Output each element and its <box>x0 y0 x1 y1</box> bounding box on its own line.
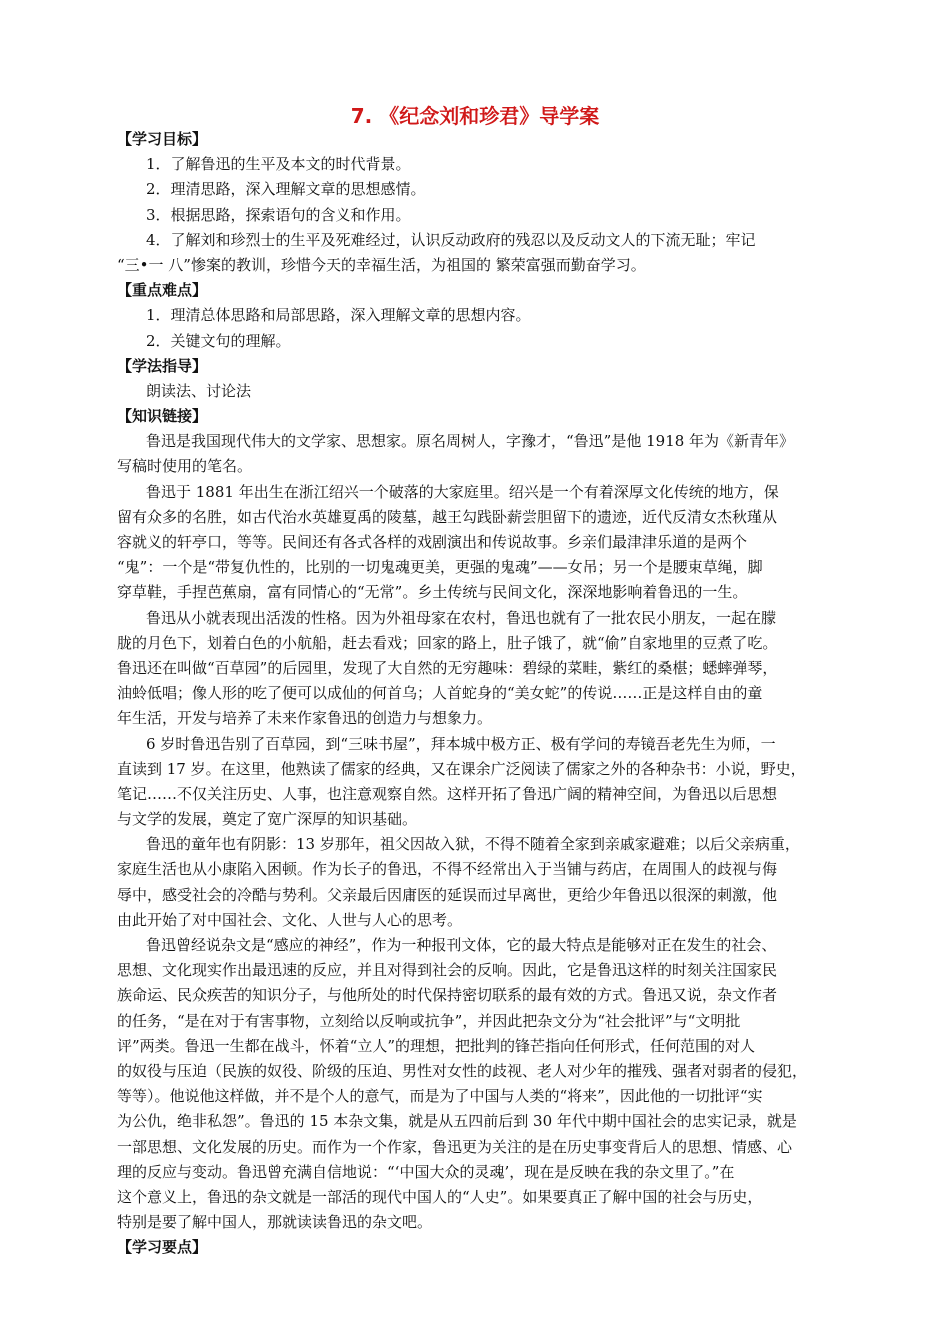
text-line: 6 岁时鲁迅告别了百草园，到“三味书屋”，拜本城中极方正、极有学问的寿镜吾老先生为师，一 <box>146 734 776 753</box>
text-line: 族命运、民众疾苦的知识分子，与他所处的时代保持密切联系的最有效的方式。鲁迅又说，杂文作者 <box>117 986 778 1005</box>
text-line: 的任务，“是在对于有害事物，立刻给以反响或抗争”，并因此把杂文分为“社会批评”与“文明批 <box>117 1011 741 1030</box>
document-title: 7. 《纪念刘和珍君》导学案 <box>350 104 600 128</box>
text-line: 为公仇，绝非私怨”。鲁迅的 15 本杂文集，就是从五四前后到 30 年代中期中国社会的忠实记录，就是 <box>117 1112 797 1131</box>
text-line: 家庭生活也从小康陷入困顿。作为长子的鲁迅，不得不经常出入于当铺与药店，在周围人的歧视与侮 <box>117 860 778 879</box>
text-line: 4．了解刘和珍烈士的生平及死难经过，认识反动政府的残忍以及反动文人的下流无耻；牢记 <box>146 230 756 249</box>
text-line: 一部思想、文化发展的历史。而作为一个作家，鲁迅更为关注的是在历史事变背后人的思想、情感、心 <box>117 1137 793 1156</box>
text-line: 鲁迅于 1881 年出生在浙江绍兴一个破落的大家庭里。绍兴是一个有着深厚文化传统的地方，保 <box>146 482 779 501</box>
text-line: 年生活，开发与培养了未来作家鲁迅的创造力与想象力。 <box>117 709 493 728</box>
text-line: 穿草鞋，手捏芭蕉扇，富有同情心的“无常”。乡土传统与民间文化，深深地影响着鲁迅的一生。 <box>117 583 748 602</box>
section-heading: 【重点难点】 <box>117 281 208 300</box>
text-line: 留有众多的名胜，如古代治水英雄夏禹的陵墓，越王勾践卧薪尝胆留下的遗迹，近代反清女杰秋瑾从 <box>117 507 778 526</box>
text-line: 3．根据思路，探索语句的含义和作用。 <box>146 205 411 224</box>
section-heading: 【学习要点】 <box>117 1238 208 1257</box>
section-heading: 【学习目标】 <box>117 130 208 148</box>
text-line: 容就义的轩亭口，等等。民间还有各式各样的戏剧演出和传说故事。乡亲们最津津乐道的是两个 <box>117 533 748 551</box>
text-line: 这个意义上，鲁迅的杂文就是一部活的现代中国人的“人史”。如果要真正了解中国的社会与历史， <box>117 1187 763 1206</box>
text-line: 特别是要了解中国人，那就读读鲁迅的杂文吧。 <box>117 1213 433 1232</box>
text-line: 1．了解鲁迅的生平及本文的时代背景。 <box>146 155 411 174</box>
text-line: 直读到 17 岁。在这里，他熟读了儒家的经典，又在课余广泛阅读了儒家之外的各种杂书：小说，野史， <box>117 759 806 778</box>
text-line: 写稿时使用的笔名。 <box>117 457 253 476</box>
text-line: 鲁迅还在叫做“百草园”的后园里，发现了大自然的无穷趣味：碧绿的菜畦，紫红的桑椹；蟋蟀弹琴， <box>117 658 778 677</box>
text-line: 2．关键文句的理解。 <box>146 331 291 350</box>
text-line: 鲁迅从小就表现出活泼的性格。因为外祖母家在农村，鲁迅也就有了一批农民小朋友，一起在朦 <box>146 608 777 627</box>
text-line: 1．理清总体思路和局部思路，深入理解文章的思想内容。 <box>146 306 531 325</box>
text-line: 朗读法、讨论法 <box>146 381 252 400</box>
text-line: 理的反应与变动。鲁迅曾充满自信地说：“‘中国大众的灵魂’，现在是反映在我的杂文里了。”在 <box>117 1162 735 1181</box>
text-line: 思想、文化现实作出最迅速的反应，并且对得到社会的反响。因此，它是鲁迅这样的时刻关注国家民 <box>117 961 778 980</box>
text-line: 评”两类。鲁迅一生都在战斗，怀着“立人”的理想，把批判的锋芒指向任何形式，任何范围的对人 <box>117 1036 756 1055</box>
text-line: 2．理清思路，深入理解文章的思想感情。 <box>146 180 426 199</box>
section-heading: 【学法指导】 <box>117 356 208 375</box>
text-line: 辱中，感受社会的冷酷与势利。父亲最后因庸医的延误而过早离世，更给少年鲁迅以很深的刺激，他 <box>117 885 778 904</box>
text-line: 由此开始了对中国社会、文化、人世与人心的思考。 <box>117 910 463 929</box>
text-line: “三•一 八”惨案的教训，珍惜今天的幸福生活，为祖国的 繁荣富强而勤奋学习。 <box>117 255 646 274</box>
document-body <box>117 127 835 1260</box>
text-line: 笔记……不仅关注历史、人事，也注意观察自然。这样开拓了鲁迅广阔的精神空间，为鲁迅以后思想 <box>117 784 778 803</box>
text-line: 与文学的发展，奠定了宽广深厚的知识基础。 <box>117 810 418 829</box>
text-line: 鲁迅的童年也有阴影：13 岁那年，祖父因故入狱，不得不随着全家到亲戚家避难；以后父亲病重， <box>146 835 800 854</box>
text-line: “鬼”：一个是“带复仇性的，比别的一切鬼魂更美，更强的鬼魂”——女吊；另一个是腰束草绳，脚 <box>117 558 763 577</box>
section-heading: 【知识链接】 <box>117 407 208 426</box>
text-line: 鲁迅曾经说杂文是“感应的神经”，作为一种报刊文体，它的最大特点是能够对正在发生的社会、 <box>146 936 777 954</box>
text-line: 的奴役与压迫（民族的奴役、阶级的压迫、男性对女性的歧视、老人对少年的摧残、强者对弱者的侵犯， <box>117 1061 808 1080</box>
text-line: 鲁迅是我国现代伟大的文学家、思想家。原名周树人，字豫才，“鲁迅”是他 1918 年为《新青年》 <box>146 432 795 451</box>
text-line: 胧的月色下，划着白色的小航船，赶去看戏；回家的路上，肚子饿了，就“偷”自家地里的豆煮了吃。 <box>117 633 778 652</box>
text-line: 等等）。他说他这样做，并不是个人的意气，而是为了中国与人类的“将来”，因此他的一切批评“实 <box>117 1087 763 1106</box>
text-line: 油蛉低唱；像人形的吃了便可以成仙的何首乌；人首蛇身的“美女蛇”的传说……正是这样自由的童 <box>117 684 763 703</box>
